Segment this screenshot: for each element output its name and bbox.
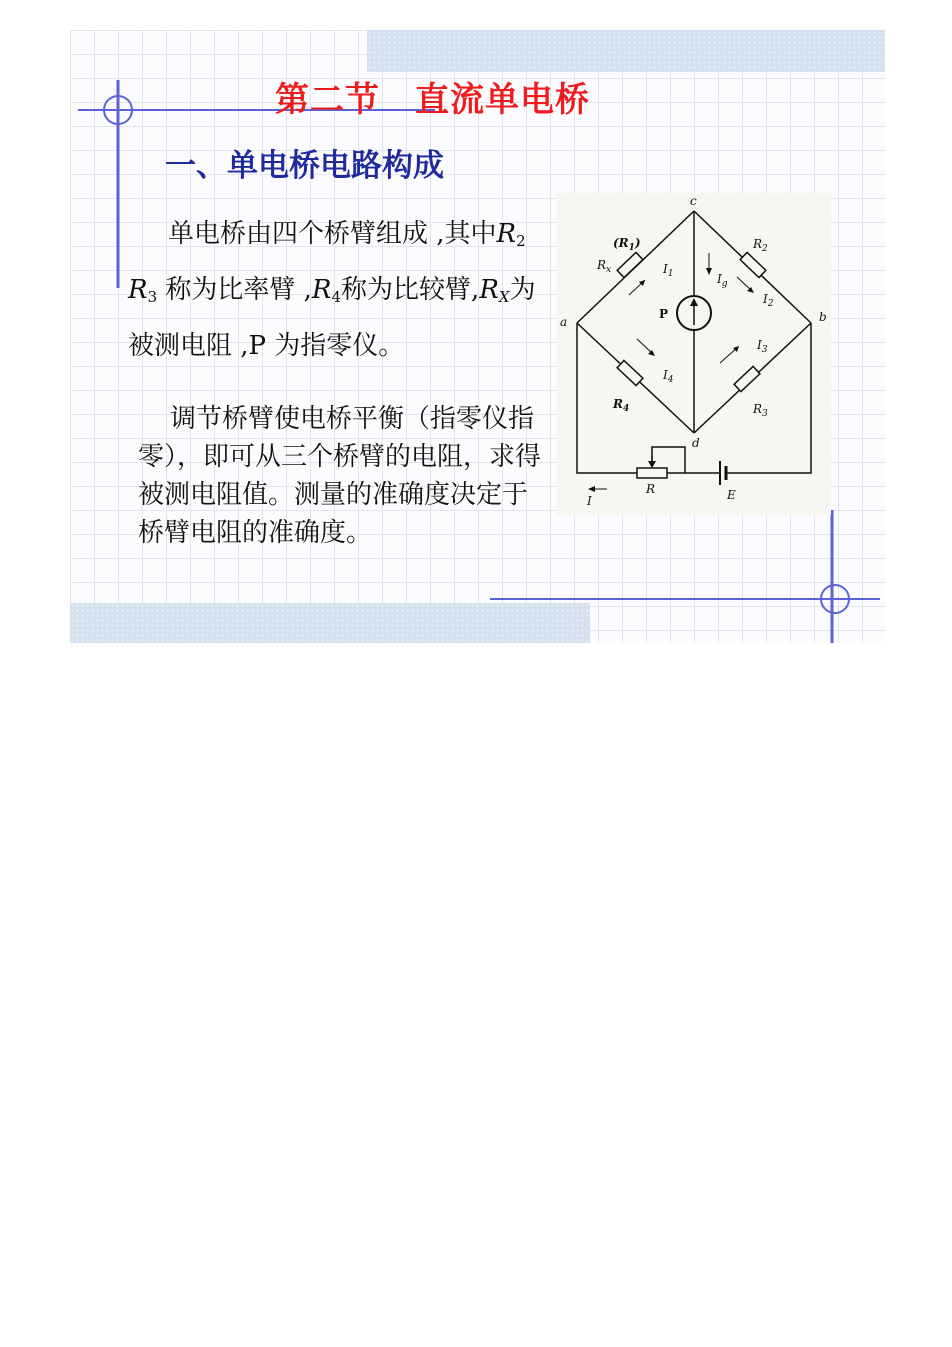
ig-label bbox=[716, 272, 728, 289]
r2-label bbox=[752, 237, 768, 254]
rx-label bbox=[596, 258, 611, 275]
r3-label bbox=[752, 402, 768, 419]
r3-symbol: R bbox=[128, 275, 148, 305]
r4-subscript: 4 bbox=[622, 404, 630, 414]
i3-subscript: 3 bbox=[761, 345, 768, 355]
r1-subscript: 1 bbox=[628, 243, 635, 253]
wire-battery-b bbox=[726, 323, 811, 473]
i1-subscript: 1 bbox=[667, 269, 674, 279]
r4-symbol: R bbox=[311, 275, 332, 305]
bridge-description bbox=[128, 210, 538, 371]
description-text-4: 为被测电阻 ,P 为指零仪。 bbox=[128, 275, 536, 361]
r2-text: R bbox=[753, 237, 763, 251]
i4-text: I bbox=[663, 368, 668, 382]
arrow-ig-head bbox=[706, 268, 712, 275]
r3-text: R bbox=[753, 402, 763, 416]
galvanometer-label: P bbox=[659, 307, 669, 321]
rx-subscript: x bbox=[606, 265, 612, 275]
r1-text: (R bbox=[613, 236, 629, 250]
node-a-label: a bbox=[560, 315, 568, 329]
i4-subscript: 4 bbox=[667, 375, 674, 385]
i1-label bbox=[662, 262, 673, 279]
resistor-r2 bbox=[740, 252, 766, 277]
i2-label bbox=[762, 292, 774, 309]
rheostat-slider-arrowhead bbox=[648, 461, 656, 468]
i3-label bbox=[756, 338, 768, 355]
wire-a-bottom bbox=[577, 323, 637, 473]
resistor-rx bbox=[617, 252, 643, 277]
slide bbox=[70, 30, 885, 643]
r2-symbol: R bbox=[496, 219, 517, 249]
node-b-label: b bbox=[819, 310, 827, 324]
description-text-2: 称为比率臂 , bbox=[165, 275, 312, 305]
i2-subscript: 2 bbox=[767, 299, 774, 309]
ig-text: I bbox=[717, 272, 722, 286]
r3-subscript: 3 bbox=[147, 288, 158, 306]
rx-text: R bbox=[597, 258, 607, 272]
r3-subscript: 3 bbox=[762, 409, 768, 419]
r2-subscript: 2 bbox=[516, 232, 526, 250]
rx-symbol: R bbox=[479, 275, 499, 305]
rx-subscript: X bbox=[498, 288, 510, 306]
wheatstone-bridge-diagram bbox=[557, 193, 831, 515]
rheostat-r bbox=[637, 468, 667, 478]
r1-close: ) bbox=[634, 236, 641, 250]
r4-subscript: 4 bbox=[331, 288, 342, 306]
node-d-label: d bbox=[692, 436, 700, 450]
balance-text: 调节桥臂使电桥平衡（指零仪指零），即可从三个桥臂的电阻，求得被测电阻值。测量的准确度决定于桥臂电阻的准确度。 bbox=[138, 404, 542, 548]
section-heading: 一、单电桥电路构成 bbox=[165, 148, 444, 184]
r1-label bbox=[613, 236, 641, 253]
r4-text: R bbox=[613, 397, 623, 411]
rheostat-label: R bbox=[646, 482, 656, 496]
r4-label bbox=[612, 397, 629, 414]
i1-text: I bbox=[663, 262, 668, 276]
description-text-1: 单电桥由四个桥臂组成 ,其中 bbox=[168, 219, 497, 249]
description-text-3: 称为比较臂, bbox=[341, 275, 480, 305]
arrow-i-head bbox=[588, 486, 595, 492]
resistor-r3 bbox=[734, 366, 760, 391]
i4-label bbox=[662, 368, 674, 385]
page-title: 第二节 直流单电桥 bbox=[275, 80, 590, 120]
balance-description bbox=[138, 400, 548, 552]
current-i-label: I bbox=[587, 494, 592, 508]
battery-e-label: E bbox=[727, 488, 736, 502]
r2-subscript: 2 bbox=[762, 244, 768, 254]
resistor-r4 bbox=[617, 360, 643, 385]
ig-subscript: g bbox=[721, 279, 728, 289]
i3-text: I bbox=[757, 338, 762, 352]
node-c-label: c bbox=[690, 194, 697, 208]
bridge-circuit-figure bbox=[557, 193, 831, 515]
i2-text: I bbox=[763, 292, 768, 306]
